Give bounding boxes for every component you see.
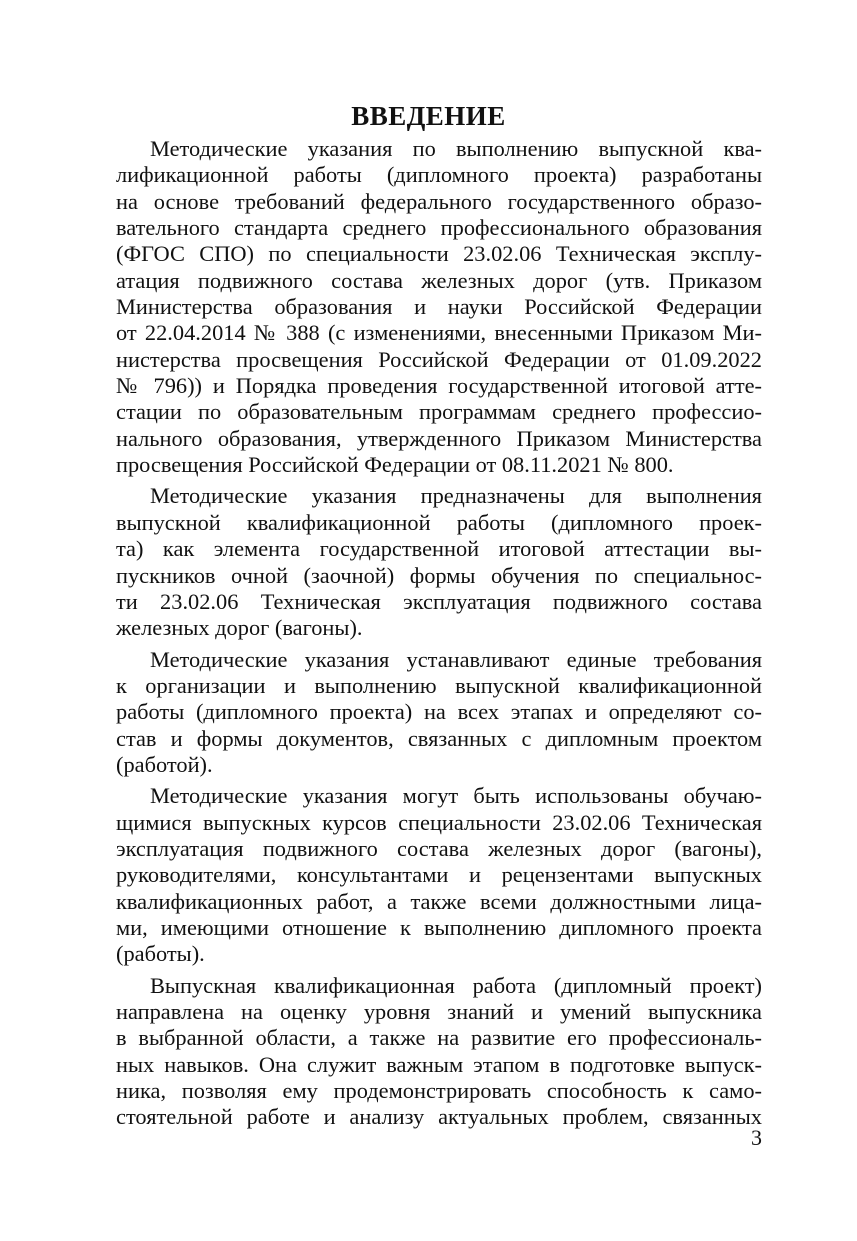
text-line: направлена на оценку уровня знаний и умений выпускника — [116, 999, 762, 1024]
text-line: ника, позволяя ему продемонстрировать способность к само- — [116, 1078, 762, 1104]
text-line: эксплуатация подвижного состава железных дорог (вагоны), — [116, 835, 762, 861]
paragraph — [82, 483, 762, 641]
text-line: на основе требований федерального государственного образо- — [116, 188, 762, 214]
text-line: (работой). — [116, 751, 213, 777]
text-line: вательного стандарта среднего профессионального образования — [116, 215, 762, 241]
paragraph — [82, 647, 762, 779]
paragraph — [82, 783, 762, 967]
text-line: к организации и выполнению выпускной квалификационной — [116, 672, 762, 698]
text-line: ми, имеющими отношение к выполнению дипломного проекта — [116, 914, 762, 940]
paragraph — [82, 136, 762, 478]
text-line: № 796)) и Порядка проведения государственной итоговой атте- — [116, 373, 762, 399]
text-line: Методические указания по выполнению выпускной ква- — [150, 136, 762, 161]
text-line: (работы). — [116, 941, 205, 967]
text-line: квалификационных работ, а также всеми должностными лица- — [116, 888, 762, 914]
text-line: став и формы документов, связанных с дипломным проектом — [116, 725, 762, 751]
text-line: Методические указания предназначены для выполнения — [150, 483, 762, 509]
text-line: ных навыков. Она служит важным этапом в подготовке выпуск- — [116, 1051, 762, 1077]
text-line: атация подвижного состава железных дорог (утв. Приказом — [116, 267, 762, 293]
paragraph — [82, 973, 762, 1131]
text-line: та) как элемента государственной итоговой аттестации вы- — [116, 536, 762, 562]
text-line: Министерства образования и науки Российской Федерации — [116, 294, 762, 320]
text-line: ти 23.02.06 Техническая эксплуатация подвижного состава — [116, 588, 762, 614]
body-text — [82, 136, 762, 1131]
text-line: нального образования, утвержденного Приказом Министерства — [116, 425, 762, 451]
text-line: просвещения Российской Федерации от 08.11.2021 № 800. — [116, 452, 674, 478]
text-line: от 22.04.2014 № 388 (с изменениями, внесенными Приказом Ми- — [116, 320, 762, 346]
text-line: щимися выпускных курсов специальности 23.02.06 Техническая — [116, 809, 762, 835]
text-line: руководителями, консультантами и рецензентами выпускных — [116, 862, 762, 888]
text-line: стоятельной работе и анализу актуальных проблем, связанных — [116, 1104, 762, 1130]
text-line: лификационной работы (дипломного проекта) разработаны — [116, 162, 762, 188]
text-line: Выпускная квалификационная работа (дипломный проект) — [150, 972, 762, 998]
text-line: Методические указания устанавливают единые требования — [150, 646, 762, 672]
text-line: железных дорог (вагоны). — [116, 615, 363, 641]
text-line: нистерства просвещения Российской Федерации от 01.09.2022 — [116, 346, 762, 372]
text-line: Методические указания могут быть использованы обучаю- — [150, 783, 762, 809]
text-line: работы (дипломного проекта) на всех этапах и определяют со- — [116, 699, 762, 725]
text-line: пускников очной (заочной) формы обучения по специальнос- — [116, 562, 762, 588]
page-title: ВВЕДЕНИЕ — [351, 101, 506, 131]
text-line: в выбранной области, а также на развитие его профессиональ- — [116, 1025, 762, 1051]
text-line: (ФГОС СПО) по специальности 23.02.06 Техническая эксплу- — [116, 241, 762, 267]
text-line: стации по образовательным программам среднего профессио- — [116, 399, 762, 425]
text-line: выпускной квалификационной работы (дипломного проек- — [116, 509, 762, 535]
page-number: 3 — [751, 1125, 762, 1150]
